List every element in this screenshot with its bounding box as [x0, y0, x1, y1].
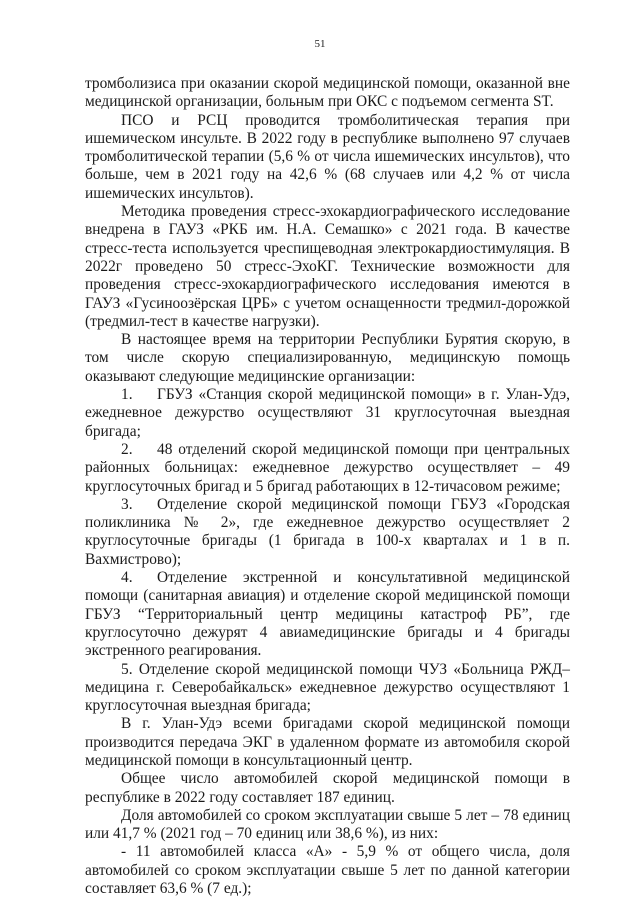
paragraph-class-a: - 11 автомобилей класса «А» - 5,9 % от общего числа, доля автомобилей со сроком эксплуатации свыше 5 лет по данной категории составляет 63,6 % (7 ед.); — [85, 843, 570, 898]
list-item-number: 1. — [121, 386, 133, 404]
list-item-number: 3. — [121, 495, 133, 513]
list-item — [85, 496, 570, 569]
paragraph-ecg-transfer: В г. Улан-Удэ всеми бригадами скорой медицинской помощи производится передача ЭКГ в удаленном формате из автомобиля скорой медицинской помощи в консультационный центр. — [85, 715, 570, 769]
page-number: 51 — [314, 38, 326, 50]
list-item-text: Отделение экстренной и консультативной медицинской помощи (санитарная авиация) и отделение скорой медицинской помощи ГБУЗ “Территориальный центр медицины катастроф РБ”, где круглосуточно дежурят 4 авиамедицинские бригады и 4 бригады экстренного реагирования. — [85, 569, 570, 660]
list-item-text: 48 отделений скорой медицинской помощи при центральных районных больницах: ежедневное дежурство осуществляет – 49 круглосуточных бригад и 5 бригад работающих в 12-тичасовом режиме; — [85, 440, 570, 495]
list-item-number: 2. — [121, 440, 133, 458]
document-body — [85, 75, 570, 898]
paragraph-pso-rsc: ПСО и РСЦ проводится тромболитическая терапия при ишемическом инсульте. В 2022 году в республике выполнено 97 случаев тромболитической терапии (5,6 % от числа ишемических инсультов), что больше, чем в 2021 году на 42,6 % (68 случаев или 4,2 % от числа ишемических инсультов). — [85, 111, 570, 202]
list-item — [85, 661, 570, 716]
list-item — [85, 569, 570, 660]
list-item-text: Отделение скорой медицинской помощи ГБУЗ «Городская поликлиника № 2», где ежедневное дежурство осуществляет 2 круглосуточные бригады (1 бригада в 100-х кварталах и 1 в п. Вахмистрово); — [85, 495, 570, 568]
paragraph-vehicle-age: Доля автомобилей со сроком эксплуатации свыше 5 лет – 78 единиц или 41,7 % (2021 год – 70 единиц или 38,6 %), из них: — [85, 806, 570, 843]
list-item-number: 5. — [121, 660, 133, 678]
paragraph-ems-intro: В настоящее время на территории Республики Бурятия скорую, в том числе скорую специализированную, медицинскую помощь оказывают следующие медицинские организации: — [85, 331, 570, 385]
list-item-number: 4. — [121, 569, 133, 587]
list-item-text: Отделение скорой медицинской помощи ЧУЗ «Больница РЖД–медицина г. Северобайкальск» ежедневное дежурство осуществляют 1 круглосуточная выездная бригада; — [85, 660, 570, 715]
list-item — [85, 386, 570, 441]
paragraph-thrombolysis: тромболизиса при оказании скорой медицинской помощи, оказанной вне медицинской организации, больным при ОКС с подъемом сегмента ST. — [85, 75, 570, 111]
list-item-text: ГБУЗ «Станция скорой медицинской помощи» в г. Улан-Удэ, ежедневное дежурство осуществляют 31 круглосуточная выездная бригада; — [85, 386, 570, 440]
list-item — [85, 441, 570, 496]
paragraph-stress-echo: Методика проведения стресс-эхокардиографического исследование внедрена в ГАУЗ «РКБ им. Н.А. Семашко» с 2021 года. В качестве стресс-теста используется чреспищеводная электрокардиостимуляция. В 2022г проведено 50 стресс-ЭхоКГ. Технические возможности для проведения стресс-эхокардиографического исследования имеются в ГАУЗ «Гусиноозёрская ЦРБ» с учетом оснащенности тредмил-дорожкой (тредмил-тест в качестве нагрузки). — [85, 203, 570, 330]
paragraph-vehicle-total: Общее число автомобилей скорой медицинской помощи в республике в 2022 году составляет 187 единиц. — [85, 770, 570, 806]
